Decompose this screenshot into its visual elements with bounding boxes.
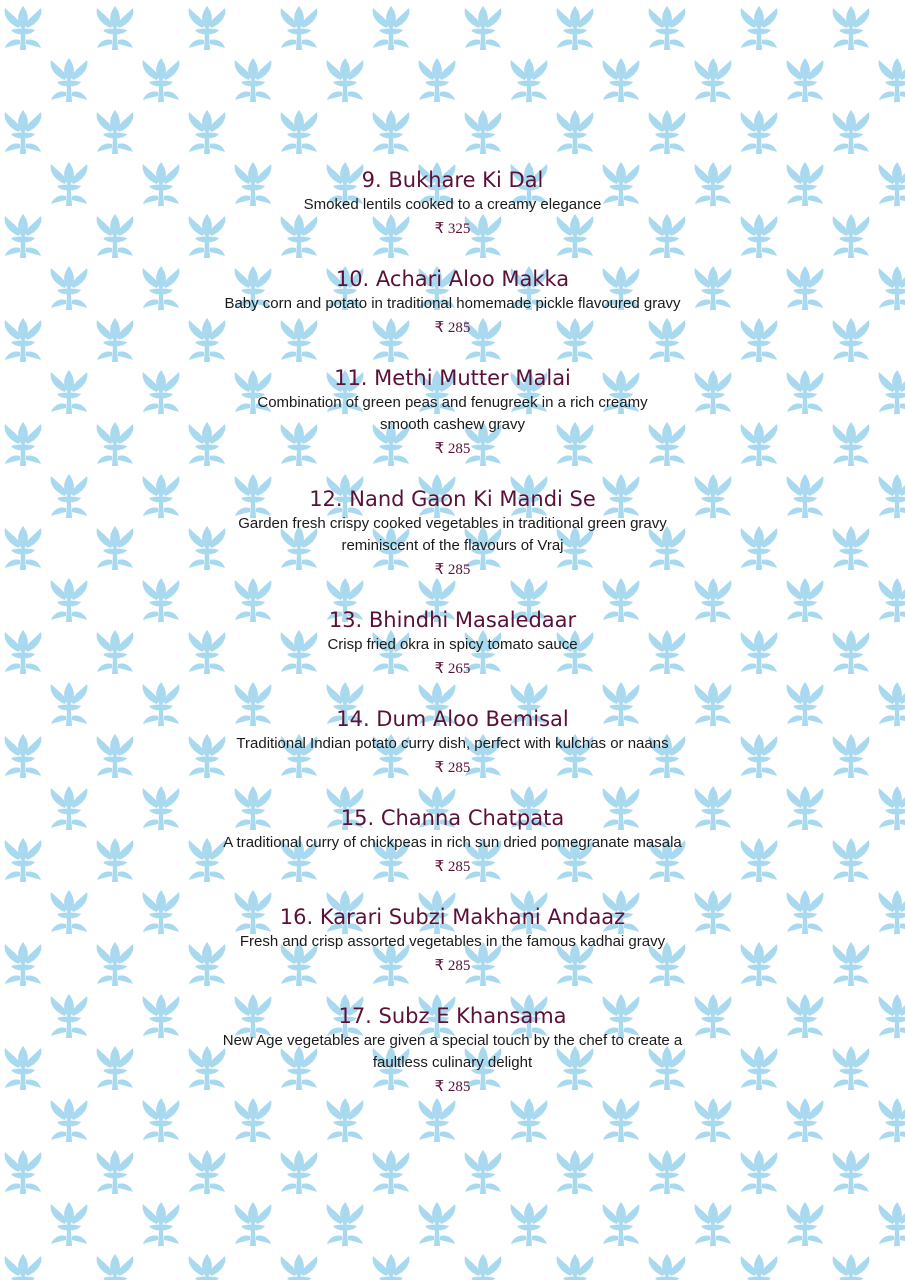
dish-price: ₹ 325 — [434, 221, 471, 237]
dish-description: Combination of green peas and fenugreek in a rich creamy — [257, 394, 648, 411]
dish-description-line-2: smooth cashew gravy — [379, 416, 526, 433]
dish-description: Traditional Indian potato curry dish, perfect with kulchas or naans — [236, 735, 669, 752]
dish-description: Smoked lentils cooked to a creamy elegance — [303, 196, 602, 213]
dish-price: ₹ 285 — [434, 1079, 471, 1095]
dish-description: New Age vegetables are given a special touch by the chef to create a — [222, 1032, 683, 1049]
dish-name: 9. Bukhare Ki Dal — [361, 168, 544, 192]
dish-description: Crisp fried okra in spicy tomato sauce — [327, 636, 578, 653]
dish-price: ₹ 285 — [434, 958, 471, 974]
dish-price: ₹ 265 — [434, 661, 471, 677]
dish-name: 14. Dum Aloo Bemisal — [336, 707, 569, 731]
dish-name: 10. Achari Aloo Makka — [335, 267, 570, 291]
dish-name: 15. Channa Chatpata — [340, 806, 565, 830]
menu-list — [0, 166, 905, 1098]
dish-price: ₹ 285 — [434, 441, 471, 457]
menu-item — [0, 804, 905, 878]
menu-item — [0, 903, 905, 977]
dish-name: 13. Bhindhi Masaledaar — [328, 608, 577, 632]
dish-price: ₹ 285 — [434, 760, 471, 776]
menu-item — [0, 705, 905, 779]
menu-item — [0, 364, 905, 460]
menu-item — [0, 606, 905, 680]
dish-price: ₹ 285 — [434, 859, 471, 875]
dish-description-line-2: reminiscent of the flavours of Vraj — [341, 537, 564, 554]
dish-name: 16. Karari Subzi Makhani Andaaz — [279, 905, 626, 929]
dish-description: Baby corn and potato in traditional homemade pickle flavoured gravy — [224, 295, 681, 312]
dish-name: 12. Nand Gaon Ki Mandi Se — [309, 487, 596, 511]
dish-price: ₹ 285 — [434, 320, 471, 336]
dish-description-line-2: faultless culinary delight — [372, 1054, 533, 1071]
dish-name: 17. Subz E Khansama — [338, 1004, 567, 1028]
dish-name: 11. Methi Mutter Malai — [334, 366, 571, 390]
menu-item — [0, 265, 905, 339]
dish-description: A traditional curry of chickpeas in rich sun dried pomegranate masala — [223, 834, 682, 851]
dish-price: ₹ 285 — [434, 562, 471, 578]
menu-item — [0, 166, 905, 240]
menu-item — [0, 1002, 905, 1098]
menu-item — [0, 485, 905, 581]
dish-description: Fresh and crisp assorted vegetables in the famous kadhai gravy — [239, 933, 666, 950]
dish-description: Garden fresh crispy cooked vegetables in traditional green gravy — [238, 515, 667, 532]
